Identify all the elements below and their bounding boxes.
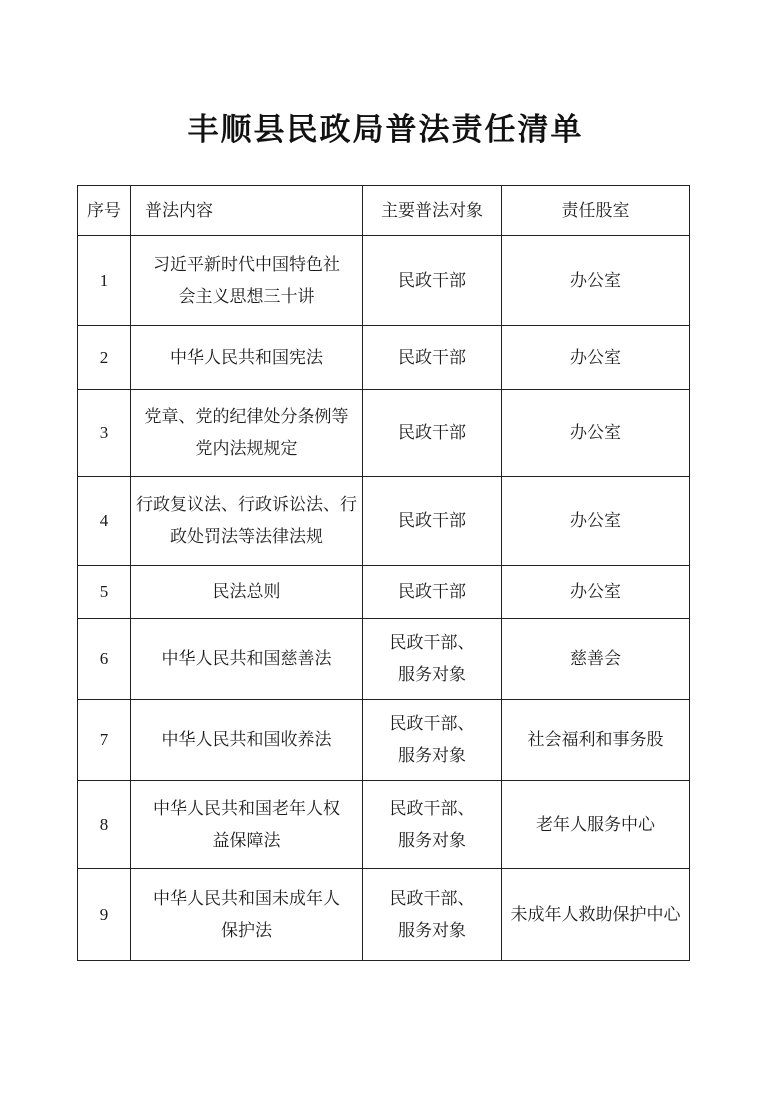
row-dept: 办公室 — [502, 236, 690, 326]
row-no: 7 — [78, 700, 131, 781]
row-target: 民政干部 — [363, 477, 502, 566]
header-dept: 责任股室 — [502, 186, 690, 236]
table-row — [78, 700, 690, 781]
row-dept: 慈善会 — [502, 619, 690, 700]
row-target: 民政干部 — [363, 236, 502, 326]
row-target: 民政干部、服务对象 — [363, 700, 502, 781]
row-dept: 办公室 — [502, 566, 690, 619]
row-content: 民法总则 — [131, 566, 363, 619]
row-no: 1 — [78, 236, 131, 326]
table-row — [78, 477, 690, 566]
row-dept: 未成年人救助保护中心 — [502, 869, 690, 961]
header-content: 普法内容 — [131, 186, 363, 236]
row-no: 8 — [78, 781, 131, 869]
table-row — [78, 566, 690, 619]
row-target: 民政干部、服务对象 — [363, 619, 502, 700]
row-content: 党章、党的纪律处分条例等党内法规规定 — [131, 390, 363, 477]
row-dept: 办公室 — [502, 326, 690, 390]
row-no: 3 — [78, 390, 131, 477]
header-no: 序号 — [78, 186, 131, 236]
row-content: 习近平新时代中国特色社会主义思想三十讲 — [131, 236, 363, 326]
row-content: 中华人民共和国慈善法 — [131, 619, 363, 700]
row-content: 行政复议法、行政诉讼法、行政处罚法等法律法规 — [131, 477, 363, 566]
table-row — [78, 869, 690, 961]
row-no: 4 — [78, 477, 131, 566]
responsibility-table — [77, 185, 690, 961]
table-row — [78, 326, 690, 390]
row-target: 民政干部 — [363, 326, 502, 390]
table-row — [78, 390, 690, 477]
table-row — [78, 236, 690, 326]
row-dept: 社会福利和事务股 — [502, 700, 690, 781]
table-row — [78, 781, 690, 869]
table-header-row — [78, 186, 690, 236]
row-no: 9 — [78, 869, 131, 961]
row-no: 5 — [78, 566, 131, 619]
row-target: 民政干部、服务对象 — [363, 781, 502, 869]
table-row — [78, 619, 690, 700]
row-content: 中华人民共和国收养法 — [131, 700, 363, 781]
row-content: 中华人民共和国宪法 — [131, 326, 363, 390]
page-title: 丰顺县民政局普法责任清单 — [187, 112, 584, 148]
row-dept: 办公室 — [502, 390, 690, 477]
row-dept: 老年人服务中心 — [502, 781, 690, 869]
header-target: 主要普法对象 — [363, 186, 502, 236]
row-no: 2 — [78, 326, 131, 390]
row-target: 民政干部 — [363, 566, 502, 619]
row-target: 民政干部 — [363, 390, 502, 477]
row-no: 6 — [78, 619, 131, 700]
row-content: 中华人民共和国老年人权益保障法 — [131, 781, 363, 869]
row-target: 民政干部、服务对象 — [363, 869, 502, 961]
row-content: 中华人民共和国未成年人保护法 — [131, 869, 363, 961]
row-dept: 办公室 — [502, 477, 690, 566]
